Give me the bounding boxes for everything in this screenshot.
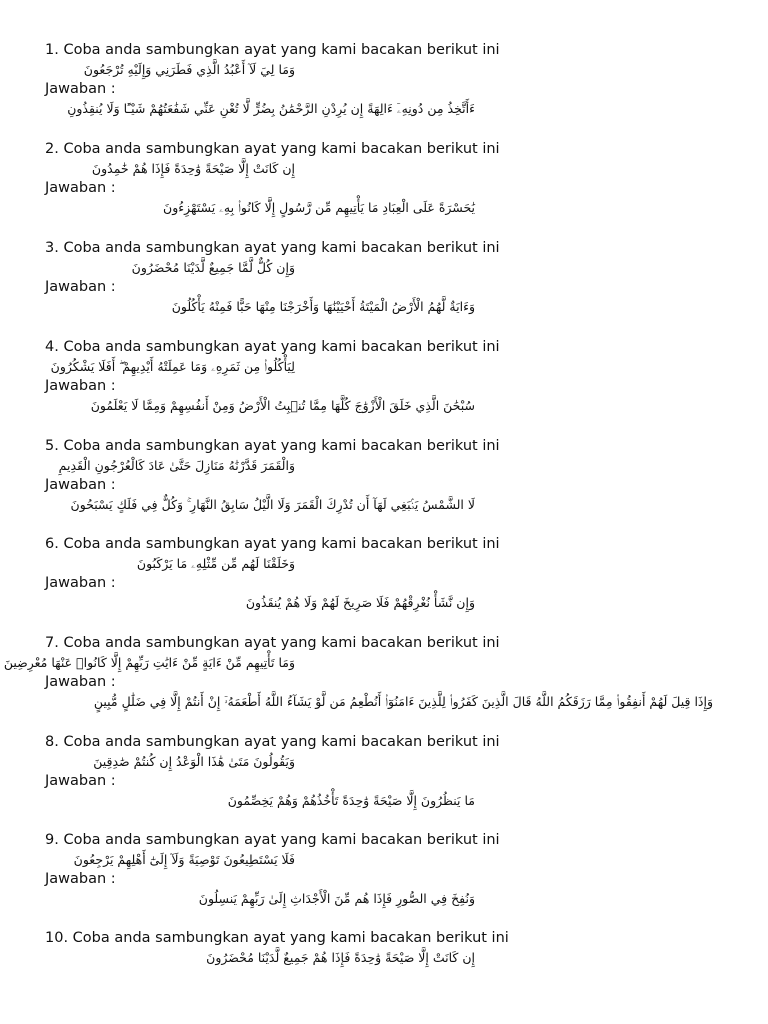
question-10: [45, 929, 745, 968]
question-3: [45, 239, 745, 317]
question-title: 10. Coba anda sambungkan ayat yang kami bacakan berikut ini: [45, 930, 509, 946]
answer-verse: سُبْحَٰنَ الَّذِي خَلَقَ الْأَزْوَٰجَ كُلَّهَا مِمَّا تُنۢبِتُ الْأَرْضُ وَمِنْ أَنفُسِهِمْ وَمِمَّا لَا يَعْلَمُونَ: [90, 398, 475, 413]
answer-verse: ءَأَتَّخِذُ مِن دُونِهِۦٓ ءَالِهَةً إِن يُرِدْنِ الرَّحْمَٰنُ بِضُرٍّ لَّا تُغْنِ عَنِّي شَفَٰعَتُهُمْ شَيْـًٔا وَلَا يُنقِذُونِ: [67, 101, 475, 116]
question-verse: وَالْقَمَرَ قَدَّرْنَٰهُ مَنَازِلَ حَتَّىٰ عَادَ كَالْعُرْجُونِ الْقَدِيمِ: [58, 458, 295, 473]
answer-label: Jawaban :: [45, 180, 116, 196]
question-title: 9. Coba anda sambungkan ayat yang kami bacakan berikut ini: [45, 832, 500, 848]
answer-label: Jawaban :: [45, 477, 116, 493]
question-9: [45, 831, 745, 909]
question-title: 6. Coba anda sambungkan ayat yang kami bacakan berikut ini: [45, 536, 500, 552]
answer-verse: وَنُفِخَ فِي الصُّورِ فَإِذَا هُم مِّنَ الْأَجْدَاثِ إِلَىٰ رَبِّهِمْ يَنسِلُونَ: [198, 891, 475, 906]
question-5: [45, 437, 745, 515]
question-verse: وَمَا تَأْتِيهِم مِّنْ ءَايَةٍ مِّنْ ءَايَٰتِ رَبِّهِمْ إِلَّا كَانُوا۟ عَنْهَا مُعْرِضِينَ: [3, 655, 295, 670]
answer-verse: وَإِذَا قِيلَ لَهُمْ أَنفِقُوا۟ مِمَّا رَزَقَكُمُ اللَّهُ قَالَ الَّذِينَ كَفَرُوا۟ لِلَّذِينَ ءَامَنُوٓا۟ أَنُطْعِمُ مَن لَّوْ يَشَآءُ اللَّهُ أَطْعَمَهُۥٓ إِنْ أَنتُمْ إِلَّا فِي ضَلَٰلٍ مُّبِينٍ: [93, 694, 713, 709]
answer-label: Jawaban :: [45, 674, 116, 690]
question-verse: وَيَقُولُونَ مَتَىٰ هَٰذَا الْوَعْدُ إِن كُنتُمْ صَٰدِقِينَ: [93, 754, 295, 769]
question-verse: فَلَا يَسْتَطِيعُونَ تَوْصِيَةً وَلَآ إِلَىٰٓ أَهْلِهِمْ يَرْجِعُونَ: [73, 852, 295, 867]
question-title: 8. Coba anda sambungkan ayat yang kami bacakan berikut ini: [45, 734, 500, 750]
question-7: [3, 634, 745, 712]
answer-label: Jawaban :: [45, 81, 116, 97]
question-1: [45, 41, 745, 119]
answer-label: Jawaban :: [45, 871, 116, 887]
question-verse: وَخَلَقْنَا لَهُم مِّن مِّثْلِهِۦ مَا يَرْكَبُونَ: [136, 556, 295, 571]
answer-verse: وَءَايَةٌ لَّهُمُ الْأَرْضُ الْمَيْتَةُ أَحْيَيْنَٰهَا وَأَخْرَجْنَا مِنْهَا حَبًّا فَمِنْهُ يَأْكُلُونَ: [171, 299, 475, 314]
answer-label: Jawaban :: [45, 378, 116, 394]
answer-label: Jawaban :: [45, 279, 116, 295]
question-title: 4. Coba anda sambungkan ayat yang kami bacakan berikut ini: [45, 339, 500, 355]
question-title: 2. Coba anda sambungkan ayat yang kami bacakan berikut ini: [45, 141, 500, 157]
question-verse: إِن كَانَتْ إِلَّا صَيْحَةً وَٰحِدَةً فَإِذَا هُمْ جَمِيعٌ لَّدَيْنَا مُحْضَرُونَ: [206, 950, 475, 965]
answer-label: Jawaban :: [45, 575, 116, 591]
question-8: [45, 733, 745, 811]
question-title: 3. Coba anda sambungkan ayat yang kami bacakan berikut ini: [45, 240, 500, 256]
answer-verse: مَا يَنظُرُونَ إِلَّا صَيْحَةً وَٰحِدَةً تَأْخُذُهُمْ وَهُمْ يَخِصِّمُونَ: [227, 793, 475, 808]
question-2: [45, 140, 745, 218]
question-verse: وَمَا لِيَ لَآ أَعْبُدُ الَّذِي فَطَرَنِي وَإِلَيْهِ تُرْجَعُونَ: [83, 62, 295, 77]
answer-verse: وَإِن نَّشَأْ نُغْرِقْهُمْ فَلَا صَرِيخَ لَهُمْ وَلَا هُمْ يُنقَذُونَ: [245, 595, 475, 610]
question-title: 1. Coba anda sambungkan ayat yang kami bacakan berikut ini: [45, 42, 500, 58]
question-title: 5. Coba anda sambungkan ayat yang kami bacakan berikut ini: [45, 438, 500, 454]
answer-verse: لَا الشَّمْسُ يَنۢبَغِي لَهَآ أَن تُدْرِكَ الْقَمَرَ وَلَا الَّيْلُ سَابِقُ النَّهَارِ ۚ وَكُلٌّ فِي فَلَكٍ يَسْبَحُونَ: [70, 497, 475, 512]
answer-verse: يَٰحَسْرَةً عَلَى الْعِبَادِ مَا يَأْتِيهِم مِّن رَّسُولٍ إِلَّا كَانُوا۟ بِهِۦ يَسْتَهْزِءُونَ: [163, 200, 475, 215]
question-verse: إِن كَانَتْ إِلَّا صَيْحَةً وَٰحِدَةً فَإِذَا هُمْ خَٰمِدُونَ: [91, 161, 295, 176]
question-4: [45, 338, 745, 416]
question-verse: وَإِن كُلٌّ لَّمَّا جَمِيعٌ لَّدَيْنَا مُحْضَرُونَ: [131, 260, 295, 275]
question-6: [45, 535, 745, 613]
answer-label: Jawaban :: [45, 773, 116, 789]
question-verse: لِيَأْكُلُوا۟ مِن ثَمَرِهِۦ وَمَا عَمِلَتْهُ أَيْدِيهِمْ ۖ أَفَلَا يَشْكُرُونَ: [50, 359, 295, 374]
question-title: 7. Coba anda sambungkan ayat yang kami bacakan berikut ini: [45, 635, 500, 651]
